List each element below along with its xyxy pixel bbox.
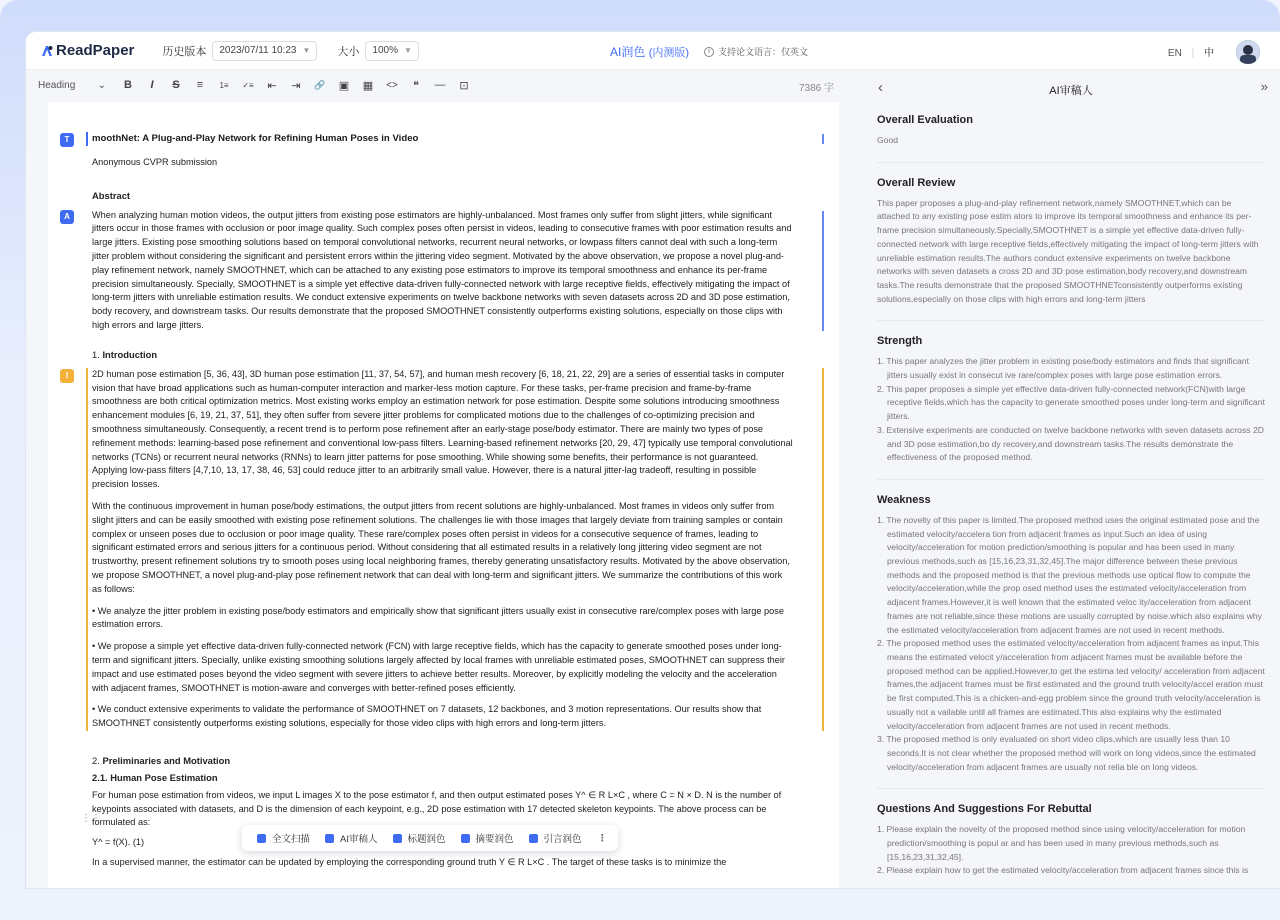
- collapse-panel-icon[interactable]: »: [1260, 79, 1268, 94]
- intro-paragraph-1: 2D human pose estimation [5, 36, 43], 3D human pose estimation [11, 37, 54, 57], and human mesh recovery [6, 18, 21, 22, 29] are a series of essential tasks in computer vision that have broad applications such as human-computer interaction and marker-less motion capture. For these tasks, per-frame precision and frame-by-frame smoothness are both critical optimization metrics. Most existing works employ an estimation network for pose estimation. Despite some solutions introducing smoothness enhancement modules [6, 19, 21, 37, 51], they often suffer from severe jitter problems for complicated motions due to the challenges of co-optimizing precision and smoothness simultaneously. Consequently, a recent trend is to perform pose refinement after an early-stage pose/body estimator. There are mainly two types of pose refinement methods: learning-based pose refinement and conventional low-pass filters. Learning-based refinement networks [20, 29, 47] typically use temporal convolutional networks (TCNs) or recurrent neural networks (RNNs) to learn jitter patterns for pose smoothing. While showing some benefits, their performance is not guaranteed. Applying low-pass filters [4,7,10, 13, 17, 38, 46, 53] could reduce jitter to an arbitrarily small value. However, there is a natural jitter-lag tradeoff, resulting in possible precision losses.: [92, 368, 793, 490]
- history-select[interactable]: [212, 41, 317, 61]
- intro-left-bar: [86, 368, 794, 731]
- title-polish-icon: [393, 834, 402, 843]
- prelim-number: 2.: [92, 754, 100, 766]
- strike-button[interactable]: S: [172, 79, 180, 91]
- overall-evaluation-value: Good: [877, 135, 899, 145]
- questions-section: [877, 803, 1265, 878]
- abstract-block[interactable]: [64, 209, 794, 333]
- logo-text: ReadPaper: [56, 42, 135, 59]
- weakness-heading: Weakness: [877, 493, 931, 506]
- italic-button[interactable]: I: [150, 79, 154, 91]
- ai-reviewer-panel: [862, 70, 1280, 888]
- panel-title: AI审稿人: [1049, 85, 1093, 97]
- list-item: 2. This paper proposes a simple yet effective data-driven fully-connected network(FCN)with large receptive fields,which has the capacity to generate smoothed poses under long-term and significant jitters.: [877, 383, 1265, 422]
- size-label: 大小: [337, 45, 360, 58]
- intro-tag-icon[interactable]: I: [60, 369, 74, 383]
- reviewer-icon: [325, 834, 334, 843]
- block-button[interactable]: ⊡: [459, 79, 469, 92]
- page-title-text: AI润色: [610, 45, 646, 59]
- divider: [877, 162, 1265, 163]
- prelim-heading: [92, 755, 794, 766]
- questions-list: [877, 823, 1265, 878]
- intro-block[interactable]: [65, 368, 794, 731]
- title-tag-icon[interactable]: T: [60, 133, 74, 147]
- overall-review-section: [877, 177, 1265, 307]
- list-item: 3. Extensive experiments are conducted on twelve backbone networks with seven datasets across 2D and 3D pose estimation,bo dy recovery,and downstream tasks.The results demonstrate the effectiveness of the proposed method.: [877, 424, 1264, 463]
- history-value: 2023/07/11 10:23: [219, 45, 297, 56]
- editor-toolbar: [26, 70, 856, 100]
- chevron-down-icon: ▼: [403, 46, 412, 55]
- lang-separator: |: [1191, 48, 1195, 59]
- beta-badge: (内测版): [648, 47, 690, 59]
- divider: [877, 479, 1265, 480]
- abstract-heading: Abstract: [92, 189, 131, 201]
- contribution-bullet-2: • We propose a simple yet effective data-driven fully-connected network (FCN) with large receptive fields, which has the capacity to generate smoothed poses under long-term and significant jitters. Specially, unlike existing smoothing solutions largely affected by local frames with unreliable estimated poses, SMOOTHNET can suppress their impact and use estimated poses beyond the video segment with severe jitters to achieve better results. Moreover, by explicitly modeling the velocity and the acceleration with adjacent frames, SMOOTHNET is motion-aware and converges with better-refined poses efficiently.: [92, 641, 785, 693]
- ai-reviewer-button[interactable]: [325, 831, 377, 845]
- top-bar: [26, 32, 1280, 70]
- avatar[interactable]: [1236, 40, 1260, 64]
- lang-en-option[interactable]: EN: [1167, 48, 1182, 59]
- chevron-down-icon: ▼: [302, 46, 311, 55]
- list-item: 1. The novelty of this paper is limited.The proposed method uses the original estimated pose and the estimated velocity/accelera tion from adjacent frames as input.Such an idea of using velocity/acceleration for motion prediction/smoothing is popular and has been used in many previous methods,such as [15,16,23,31,32,45].The major difference between these previous methods and the proposed method is that the previous methods use optical flow to compute the velocity/acceleration,while the prop osed method uses the estimated velocity/acceleration from adjacent frames.However,it is well known that the estimated veloc ity/acceleration from adjacent frames are not reliable,since these motions are usually corrupted by noise.which also explains why the estimated velocity/acceleration from adjacent frames are not used in recent methods.: [877, 514, 1262, 635]
- language-switch: [1168, 44, 1214, 59]
- subsection-heading: 2.1. Human Pose Estimation: [92, 771, 218, 783]
- zoom-select[interactable]: [365, 41, 419, 61]
- contribution-bullet-1: • We analyze the jitter problem in existing pose/body estimators and empirically show that significant jitters usually exist in consecutive rare/complex poses with large pose estimation errors.: [92, 605, 784, 630]
- scan-icon: [257, 834, 266, 843]
- divider: [877, 320, 1265, 321]
- abstract-tag-icon[interactable]: A: [60, 210, 74, 224]
- ai-reviewer-label: AI审稿人: [340, 834, 378, 845]
- info-icon: i: [704, 47, 714, 57]
- image-button[interactable]: ▣: [338, 79, 350, 92]
- abstract-polish-button[interactable]: [461, 831, 514, 845]
- strength-section: [877, 335, 1265, 465]
- formula-1: Y^ = f(X). (1): [92, 837, 145, 848]
- doc-author: Anonymous CVPR submission: [92, 156, 218, 167]
- title-polish-button[interactable]: [393, 831, 446, 845]
- drag-handle-icon[interactable]: ⋮⋮: [81, 813, 101, 824]
- page-title: [610, 43, 689, 60]
- title-polish-label: 标题润色: [407, 834, 446, 845]
- history-label: 历史版本: [162, 45, 207, 58]
- table-button[interactable]: ▦: [362, 79, 374, 92]
- overall-review-text: This paper proposes a plug-and-play refinement network,namely SMOOTHNET,which can be attached to any existing pose estim ators to improve its temporal smoothness and enhance its per-frame precision simultaneously.Specially,SMOOTHNET is a simple yet effective data-driven fully-connected network with large receptive fields,effectively mitigating the impact of long-term jitters with unreliable estimation results.The authors conduct extensive experiments on twelve backbone networks with seven datasets a cross 2D and 3D pose estimation,body recovery,and downstream tasks.The results demonstrate that the proposed SMOOTHNETconsistently outperforms existing solutions,especially on those clips with high errors and long-term jitters: [877, 197, 1259, 304]
- bold-button[interactable]: B: [124, 79, 132, 91]
- ordered-list-button[interactable]: 1≡: [219, 80, 229, 90]
- weakness-list: [877, 514, 1265, 774]
- subsection-paragraph-1: For human pose estimation from videos, we input L images X to the pose estimator f, and then output estimated poses Y^ ∈ R L×C , where C = N × D. N is the number of keypoints associated with datasets, and D is the dimension of each keypoint, e.g., 2D pose estimation with 17 detected skeleton keypoints. The above process can be formulated as:: [92, 789, 782, 828]
- list-item: 1. Please explain the novelty of the proposed method since using velocity/acceleration for motion prediction/smoothing is popul ar and has been used in many previous methods,such as [15,16,23,31,32,45].: [877, 824, 1246, 862]
- indent-button[interactable]: ⇥: [291, 79, 301, 92]
- back-icon[interactable]: ‹: [878, 79, 883, 96]
- intro-polish-button[interactable]: [529, 831, 582, 845]
- abstract-polish-label: 摘要润色: [475, 834, 514, 845]
- task-list-button[interactable]: ✓≡: [242, 80, 254, 90]
- chevron-down-icon: ⌄: [97, 79, 106, 91]
- abstract-polish-icon: [461, 834, 470, 843]
- language-note: [704, 45, 808, 58]
- divider-button[interactable]: —: [434, 79, 446, 91]
- zoom-value: 100%: [372, 45, 398, 56]
- ai-action-bar: [242, 825, 618, 851]
- abstract-text: When analyzing human motion videos, the output jitters from existing pose estimators are highly-unbalanced. Most frames only suffer from slight jitters, while significant jitters occur in those frames with occlusion or poor image quality. Such complex poses often persist in videos, leading to consecutive frames with poor estimation results and large jitters. Existing pose smoothing solutions based on temporal convolutional networks, recurrent neural networks, or lowpass filters cannot deal with such a long-term jitter problem without considering the significant and persistent errors within the jittering video segment. Motivated by the above observation, we propose a novel plug-and-play refinement network, namely SMOOTHNET, which can be attached to any existing pose estimators to improve its temporal smoothness and enhance its per-frame precision simultaneously. Specially, SMOOTHNET is a simple yet effective data-driven fully-connected network with large receptive fields, effectively mitigating the impact of long-term jitters with unreliable estimation results. We conduct extensive experiments on twelve backbone networks with seven datasets across 2D and 3D pose estimation, body recovery, and downstream tasks. Our results demonstrate that the proposed SMOOTHNET consistently outperforms existing solutions, especially on those clips with high errors and large jitters.: [92, 209, 792, 330]
- document-editor[interactable]: [48, 102, 839, 888]
- overall-review-heading: Overall Review: [877, 176, 956, 189]
- intro-heading: [92, 349, 794, 360]
- prelim-heading-text: Preliminaries and Motivation: [102, 754, 231, 766]
- title-block[interactable]: [64, 132, 794, 146]
- intro-number: 1.: [92, 348, 100, 360]
- list-item: 3. The proposed method is only evaluated on short video clips,which are usually less than 10 seconds.It is not clear whether the proposed method will work on long videos,since the estimated velocity/acceleration from adjacent frames are usually not relia ble on long videos.: [877, 734, 1256, 772]
- full-scan-button[interactable]: [257, 831, 310, 845]
- list-item: 2. The proposed method uses the estimated velocity/acceleration from adjacent frames as input.This means the estimated velocit y/acceleration from adjacent frames must be available before the proposed method can be applied.However,to get the estima ted velocity/ acceleration from adjacent frames,the adjacent frames must be first estimated and the ground truth velocity/accel eration must be first computed.This is a chicken-and-egg problem since the ground truth velocity/acceleration is usually not a vailable until all frames are estimated.This also explains why the estimated velocity/acceleration from adjacent frames are not used in recent methods.: [877, 638, 1265, 731]
- full-scan-label: 全文扫描: [272, 834, 311, 845]
- document-content: [64, 132, 794, 870]
- overall-evaluation-section: [877, 114, 1265, 148]
- intro-polish-icon: [529, 834, 538, 843]
- quote-button[interactable]: ❝: [413, 79, 419, 92]
- bullet-list-button[interactable]: ≡: [196, 79, 204, 91]
- strength-list: [877, 355, 1265, 465]
- weakness-section: [877, 494, 1265, 774]
- contribution-bullet-3: • We conduct extensive experiments to validate the performance of SMOOTHNET on 7 datasets, 12 backbones, and 3 motion representations. Our results show that SMOOTHNET consistently outperforms existing solutions, especially for those video clips with high errors and long-term jitters.: [92, 704, 762, 729]
- subsection-paragraph-2: In a supervised manner, the estimator can be updated by employing the corresponding ground truth Y ∈ R L×C . The target of these tasks is to minimize the: [92, 857, 727, 868]
- more-icon[interactable]: ⋮: [597, 832, 607, 844]
- panel-body: [877, 114, 1265, 888]
- overall-evaluation-heading: Overall Evaluation: [877, 114, 973, 126]
- lang-zh-option[interactable]: 中: [1204, 48, 1214, 59]
- doc-title: moothNet: A Plug-and-Play Network for Refining Human Poses in Video: [86, 132, 794, 146]
- logo-icon: [40, 44, 54, 58]
- questions-heading: Questions And Suggestions For Rebuttal: [877, 803, 1092, 816]
- intro-paragraph-2: With the continuous improvement in human pose/body estimations, the output jitters from recent solutions are highly-unbalanced. Most frames in videos only suffer from slight jitters and can be easily smoothed with existing pose refinement solutions. The challenges lie with those images that largely deviate from training samples or contain complex or unseen poses due to occlusion or poor image quality. These rare/complex poses often persist in videos for a consecutive sequence of frames, leading to significant estimated errors and serious jitters for a continuous period. Without considering that all estimated results in a relatively long jittering video segment are not trustworthy, present refinement solutions try to smooth poses using local neighboring frames, thereby generating unsatisfactory results. Motivated by the above observation, we propose SMOOTHNET, a novel plug-and-play pose refinement network that can deal with long-term and significant jitters. We summarize the contributions of this work as follows:: [92, 500, 790, 594]
- code-button[interactable]: <>: [386, 79, 398, 91]
- app-window: [26, 32, 1280, 888]
- link-button[interactable]: 🔗: [314, 79, 326, 90]
- divider: [877, 788, 1265, 789]
- language-note-text: 支持论文语言：仅英文: [718, 47, 809, 57]
- word-count: 7386 字: [798, 83, 834, 94]
- logo[interactable]: [40, 42, 134, 59]
- intro-polish-label: 引言润色: [543, 834, 582, 845]
- list-item: 1. This paper analyzes the jitter problem in existing pose/body estimators and finds that significant jitters usually exist in consecut ive rare/complex poses with large pose estimation errors.: [877, 356, 1249, 381]
- avatar-image: [1236, 40, 1260, 64]
- intro-heading-text: Introduction: [102, 348, 158, 360]
- strength-heading: Strength: [877, 335, 923, 348]
- heading-select-value: Heading: [38, 79, 76, 91]
- heading-select[interactable]: [38, 80, 106, 91]
- list-item: 2. Please explain how to get the estimated velocity/acceleration from adjacent frames since this is: [877, 865, 1249, 876]
- outdent-button[interactable]: ⇤: [267, 79, 277, 92]
